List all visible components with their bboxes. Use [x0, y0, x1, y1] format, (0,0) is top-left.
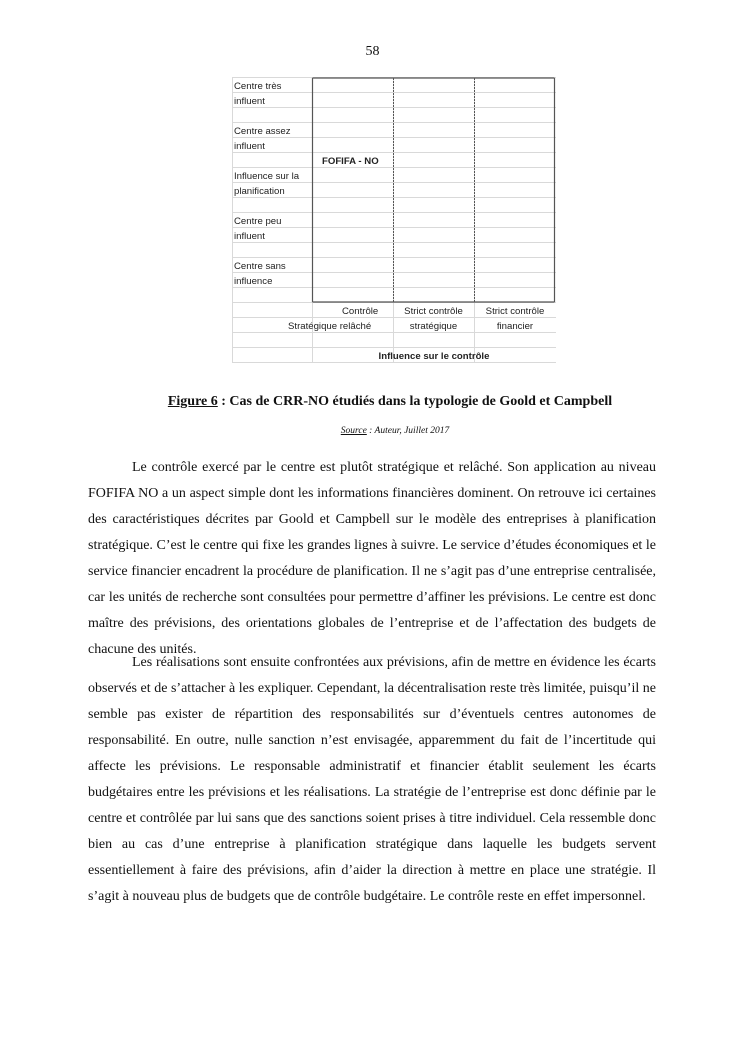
- caption-text: : Cas de CRR-NO étudiés dans la typologie de Goold et Campbell: [217, 394, 613, 409]
- source-text: : Auteur, Juillet 2017: [366, 426, 450, 436]
- paragraph-2: Les réalisations sont ensuite confrontées aux prévisions, afin de mettre en évidence les écarts observés et de s’attacher à les expliquer. Cependant, la décentralisation reste très limitée, puisqu’il ne semble pas exister de répartition des responsabilités sur d’éventuels centres autonomes de responsabilité. En outre, nulle sanction n’est envisagée, apparemment du fait de l’incertitude qui affecte les prévisions. Le responsable administratif et financier établit seulement les écarts budgétaires entre les prévisions et les réalisations. La stratégie de l’entreprise est donc définie par le centre et contrôlée par lui sans que des sanctions soient prises à titre individuel. Cela ressemble donc bien au cas d’une entreprise à planification stratégique dans laquelle les budgets servent essentiellement à faire des prévisions, afin d’aider la direction à mettre en place une stratégie. Il s’agit à nouveau plus de budgets que de contrôle budgétaire. Le contrôle reste en effet impersonnel.: [88, 655, 656, 904]
- x-axis-title: Influence sur le contrôle: [378, 351, 490, 362]
- row-label-tres-influent: Centre très influent: [234, 81, 282, 107]
- fofifa-no-marker: FOFIFA - NO: [322, 156, 379, 167]
- source-label: Source: [340, 426, 367, 436]
- page-number: 58: [365, 44, 380, 59]
- col-label-strategique-relache: Contrôle Stratégique relâché: [288, 306, 379, 332]
- row-label-assez-influent: Centre assez influent: [234, 126, 291, 152]
- col-label-strict-strategique: Strict contrôle stratégique: [404, 306, 463, 332]
- figure-ref: Figure 6: [167, 394, 218, 409]
- row-label-sans-influence: Centre sans influence: [234, 261, 286, 287]
- row-label-peu-influent: Centre peu influent: [234, 216, 282, 242]
- paragraph-1: Le contrôle exercé par le centre est plutôt stratégique et relâché. Son application au niveau FOFIFA NO a un aspect simple dont les informations financières dominent. On retrouve ici certaines des caractéristiques décrites par Goold et Campbell sur le modèle des entreprises à planification stratégique. C’est le centre qui fixe les grandes lignes à suivre. Le service d’études économiques et le service financier encadrent la procédure de planification. Il ne s’agit pas d’une entreprise centralisée, car les unités de recherche sont consultées pour permettre d’affiner les prévisions. Le centre est donc maître des prévisions, des orientations globales de l’entreprise et de l’affectation des budgets de chacune des unités.: [88, 460, 656, 657]
- goold-campbell-matrix: [232, 77, 556, 366]
- col-label-strict-financier: Strict contrôle financier: [485, 306, 545, 332]
- figure-caption: [0, 394, 745, 410]
- row-label-influence-planification: Influence sur la planification: [234, 171, 300, 197]
- figure-source: [0, 426, 745, 436]
